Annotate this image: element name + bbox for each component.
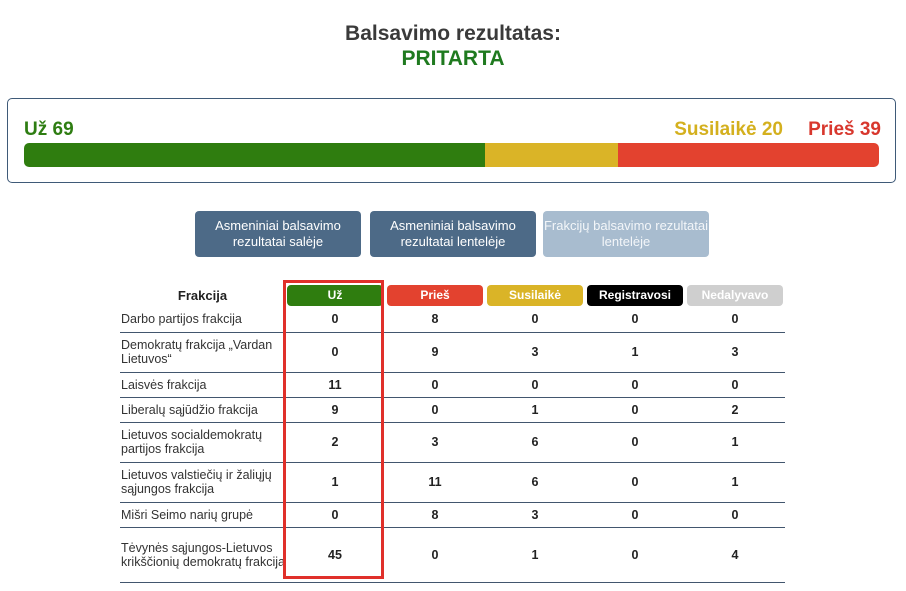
table-row: [120, 502, 785, 527]
against-cell: 8: [385, 307, 485, 332]
table-row: [120, 462, 785, 502]
abstain-count-label: Susilaikė 20: [674, 119, 783, 140]
faction-name: Liberalų sąjūdžio frakcija: [120, 397, 285, 422]
header-faction: Frakcija: [177, 287, 228, 303]
absent-cell: 1: [685, 462, 785, 502]
against-cell: 3: [385, 422, 485, 462]
header-absent-label: Nedalyvavo: [687, 285, 783, 306]
faction-name: Mišri Seimo narių grupė: [120, 502, 285, 527]
for-cell: 11: [285, 372, 385, 397]
vote-distribution-bar: [24, 143, 879, 167]
vote-result-title: Balsavimo rezultatas:: [345, 22, 561, 45]
header-abstain-label: Susilaikė: [487, 285, 583, 306]
vote-result-status: PRITARTA: [401, 47, 505, 70]
header-for: [285, 283, 385, 307]
personal-results-table-button[interactable]: Asmeniniai balsavimo rezultatai lentelėje: [370, 211, 536, 257]
abstain-cell: 1: [485, 397, 585, 422]
faction-results-table-button[interactable]: Frakcijų balsavimo rezultatai lentelėje: [543, 211, 709, 257]
header-against: [385, 283, 485, 307]
registered-cell: 0: [585, 397, 685, 422]
absent-cell: 0: [685, 307, 785, 332]
against-cell: 8: [385, 502, 485, 527]
registered-cell: 0: [585, 527, 685, 582]
registered-cell: 0: [585, 307, 685, 332]
for-cell: 45: [285, 527, 385, 582]
faction-name: Demokratų frakcija „Vardan Lietuvos“: [120, 332, 285, 372]
table-row: [120, 307, 785, 332]
registered-cell: 0: [585, 422, 685, 462]
for-cell: 0: [285, 307, 385, 332]
faction-results-table: [120, 283, 785, 583]
abstain-cell: 6: [485, 422, 585, 462]
header-absent: [685, 283, 785, 307]
table-row: [120, 422, 785, 462]
table-row: [120, 332, 785, 372]
absent-cell: 2: [685, 397, 785, 422]
header-registered-label: Registravosi: [587, 285, 683, 306]
vote-summary-panel: [7, 98, 896, 183]
faction-name: Tėvynės sąjungos-Lietuvos krikščionių demokratų frakcija: [120, 527, 285, 582]
absent-cell: 4: [685, 527, 785, 582]
against-count-label: Prieš 39: [808, 119, 881, 140]
for-cell: 9: [285, 397, 385, 422]
against-cell: 0: [385, 372, 485, 397]
table-row: [120, 397, 785, 422]
abstain-cell: 3: [485, 502, 585, 527]
faction-name: Darbo partijos frakcija: [120, 307, 285, 332]
faction-name: Laisvės frakcija: [120, 372, 285, 397]
abstain-segment: [485, 143, 619, 167]
for-count-label: Už 69: [24, 119, 74, 140]
table-row: [120, 372, 785, 397]
against-cell: 9: [385, 332, 485, 372]
registered-cell: 0: [585, 462, 685, 502]
for-cell: 2: [285, 422, 385, 462]
table-row: [120, 527, 785, 582]
against-cell: 0: [385, 527, 485, 582]
personal-results-hall-button[interactable]: Asmeniniai balsavimo rezultatai salėje: [195, 211, 361, 257]
abstain-cell: 0: [485, 372, 585, 397]
header-registered: [585, 283, 685, 307]
header-for-label: Už: [287, 285, 383, 306]
abstain-cell: 3: [485, 332, 585, 372]
absent-cell: 1: [685, 422, 785, 462]
registered-cell: 0: [585, 372, 685, 397]
abstain-cell: 0: [485, 307, 585, 332]
header-against-label: Prieš: [387, 285, 483, 306]
against-cell: 11: [385, 462, 485, 502]
absent-cell: 0: [685, 502, 785, 527]
for-cell: 1: [285, 462, 385, 502]
absent-cell: 3: [685, 332, 785, 372]
abstain-cell: 1: [485, 527, 585, 582]
registered-cell: 0: [585, 502, 685, 527]
against-cell: 0: [385, 397, 485, 422]
against-segment: [618, 143, 879, 167]
for-segment: [24, 143, 485, 167]
faction-name: Lietuvos valstiečių ir žaliųjų sąjungos frakcija: [120, 462, 285, 502]
absent-cell: 0: [685, 372, 785, 397]
registered-cell: 1: [585, 332, 685, 372]
abstain-cell: 6: [485, 462, 585, 502]
for-cell: 0: [285, 502, 385, 527]
table-header-row: [120, 283, 785, 307]
for-cell: 0: [285, 332, 385, 372]
faction-name: Lietuvos socialdemokratų partijos frakcija: [120, 422, 285, 462]
header-abstain: [485, 283, 585, 307]
